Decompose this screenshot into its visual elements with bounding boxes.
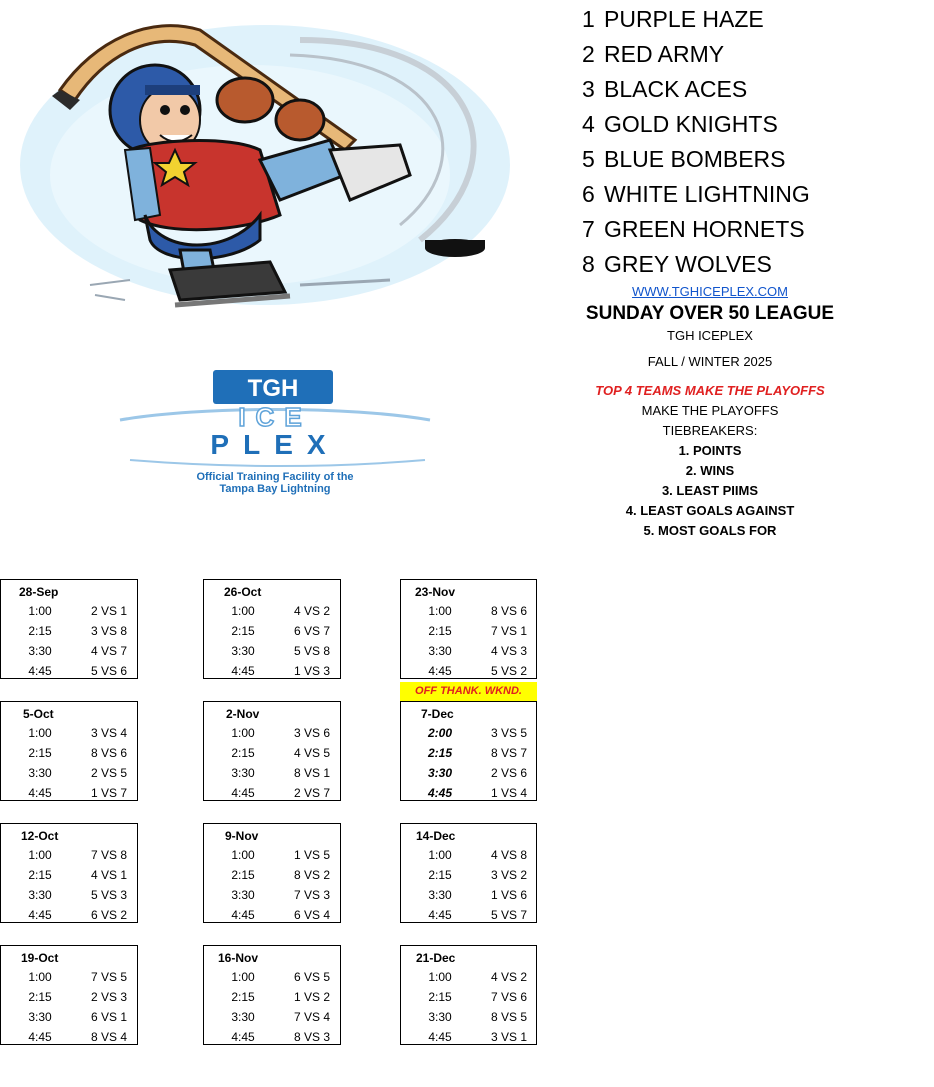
team-number: 1 [582,6,595,32]
game-matchup: 4 VS 2 [293,604,331,618]
week-box [400,823,537,923]
game-time: 2:15 [428,624,452,638]
game-time: 3:30 [231,1010,255,1024]
game-matchup: 1 VS 3 [293,664,331,678]
game-matchup: 4 VS 2 [490,970,528,984]
team-item [582,4,810,39]
game-time: 2:15 [427,746,453,760]
game-time: 2:00 [427,726,453,740]
game-matchup: 3 VS 5 [490,726,528,740]
game-time: 3:30 [428,888,452,902]
tiebreaker-item: 5. MOST GOALS FOR [643,523,777,538]
game-matchup: 7 VS 3 [293,888,331,902]
game-time: 1:00 [28,726,52,740]
week-date: 26-Oct [224,585,262,599]
game-matchup: 1 VS 6 [490,888,528,902]
team-number: 3 [582,76,595,102]
game-time: 4:45 [428,664,452,678]
game-matchup: 7 VS 8 [90,848,128,862]
website-link[interactable]: WWW.TGHICEPLEX.COM [632,284,788,299]
game-row [401,987,536,1007]
game-matchup: 4 VS 8 [490,848,528,862]
game-row [204,621,340,641]
team-name: GOLD KNIGHTS [604,111,778,137]
game-time: 2:15 [231,990,255,1004]
team-name: WHITE LIGHTNING [604,181,810,207]
tiebreaker-item: 4. LEAST GOALS AGAINST [625,503,795,518]
game-row [204,1027,340,1047]
game-matchup: 2 VS 3 [90,990,128,1004]
game-time: 1:00 [428,604,452,618]
make-playoffs-label: MAKE THE PLAYOFFS [641,403,779,418]
game-time: 1:00 [28,848,52,862]
game-time: 3:30 [231,888,255,902]
week-date: 9-Nov [225,829,259,843]
game-row [1,865,137,885]
week-box [400,701,537,801]
game-matchup: 5 VS 2 [490,664,528,678]
game-time: 4:45 [231,1030,255,1044]
week-date: 7-Dec [421,707,454,721]
week-date: 23-Nov [415,585,456,599]
team-name: RED ARMY [604,41,725,67]
game-row [1,661,137,681]
week-box [203,823,341,923]
game-time: 4:45 [428,908,452,922]
game-time: 3:30 [428,1010,452,1024]
game-row [401,865,536,885]
game-matchup: 7 VS 4 [293,1010,331,1024]
week-date: 28-Sep [19,585,59,599]
game-time: 4:45 [28,664,52,678]
game-time: 2:15 [428,990,452,1004]
game-matchup: 5 VS 3 [90,888,128,902]
game-matchup: 4 VS 5 [293,746,331,760]
game-time: 4:45 [28,786,52,800]
game-matchup: 3 VS 1 [490,1030,528,1044]
game-time: 1:00 [428,970,452,984]
game-row [1,601,137,621]
game-time: 4:45 [231,786,255,800]
game-time: 2:15 [28,868,52,882]
game-row [204,905,340,925]
week-date: 5-Oct [23,707,54,721]
season-label: FALL / WINTER 2025 [647,354,773,369]
week-box [0,945,138,1045]
game-time: 3:30 [28,644,52,658]
game-matchup: 1 VS 7 [90,786,128,800]
tiebreakers-label: TIEBREAKERS: [662,423,758,438]
game-row [1,641,137,661]
game-row [401,743,536,763]
game-row [1,783,137,803]
game-matchup: 6 VS 2 [90,908,128,922]
logo-plex-text: PLEX [210,429,340,460]
game-time: 3:30 [231,644,255,658]
week-box [203,579,341,679]
week-date: 16-Nov [218,951,259,965]
week-box [0,579,138,679]
game-time: 4:45 [28,908,52,922]
game-matchup: 8 VS 2 [293,868,331,882]
game-time: 1:00 [231,848,255,862]
game-time: 4:45 [428,1030,452,1044]
game-row [1,905,137,925]
week-box [0,823,138,923]
week-box [0,701,138,801]
game-matchup: 2 VS 1 [90,604,128,618]
game-matchup: 3 VS 4 [90,726,128,740]
week-box [203,701,341,801]
game-row [1,1007,137,1027]
tiebreaker-item: 3. LEAST PIIMS [661,483,759,498]
tgh-iceplex-logo [110,368,440,498]
team-item [582,144,810,179]
team-item [582,214,810,249]
game-time: 3:30 [28,1010,52,1024]
logo-tagline-2: Tampa Bay Lightning [219,483,331,495]
game-row [1,967,137,987]
game-time: 3:30 [427,766,453,780]
game-row [401,763,536,783]
game-matchup: 6 VS 1 [90,1010,128,1024]
game-time: 4:45 [28,1030,52,1044]
game-row [401,723,536,743]
game-matchup: 1 VS 5 [293,848,331,862]
game-matchup: 6 VS 5 [293,970,331,984]
game-row [204,723,340,743]
game-row [1,621,137,641]
game-matchup: 8 VS 6 [490,604,528,618]
game-time: 2:15 [28,990,52,1004]
game-row [401,1027,536,1047]
game-row [204,885,340,905]
game-time: 1:00 [231,726,255,740]
game-matchup: 4 VS 1 [90,868,128,882]
game-row [401,621,536,641]
team-number: 4 [582,111,595,137]
game-row [1,1027,137,1047]
holiday-note: OFF THANK. WKND. [400,682,537,701]
game-matchup: 5 VS 8 [293,644,331,658]
game-row [204,641,340,661]
playoffs-notice: TOP 4 TEAMS MAKE THE PLAYOFFS [595,383,825,398]
game-matchup: 5 VS 7 [490,908,528,922]
game-row [204,601,340,621]
game-matchup: 7 VS 1 [490,624,528,638]
game-row [204,967,340,987]
game-time: 2:15 [231,868,255,882]
game-matchup: 5 VS 6 [90,664,128,678]
game-time: 3:30 [428,644,452,658]
game-matchup: 3 VS 2 [490,868,528,882]
game-time: 1:00 [231,970,255,984]
team-number: 7 [582,216,595,242]
game-time: 3:30 [28,766,52,780]
team-number: 8 [582,251,595,277]
league-info [560,282,860,541]
team-item [582,249,810,284]
game-row [204,661,340,681]
game-matchup: 4 VS 3 [490,644,528,658]
game-matchup: 1 VS 2 [293,990,331,1004]
logo-badge-text: TGH [247,375,299,402]
team-item [582,179,810,214]
team-name: PURPLE HAZE [604,6,764,32]
game-matchup: 4 VS 7 [90,644,128,658]
game-time: 3:30 [28,888,52,902]
game-row [401,661,536,681]
week-box [400,579,537,679]
game-matchup: 8 VS 3 [293,1030,331,1044]
team-item [582,109,810,144]
game-matchup: 8 VS 5 [490,1010,528,1024]
game-row [1,763,137,783]
team-name: BLACK ACES [604,76,748,102]
game-row [204,743,340,763]
game-time: 2:15 [28,624,52,638]
game-row [401,783,536,803]
game-row [204,865,340,885]
game-matchup: 7 VS 6 [490,990,528,1004]
game-row [401,845,536,865]
team-number: 2 [582,41,595,67]
game-matchup: 2 VS 5 [90,766,128,780]
game-matchup: 6 VS 4 [293,908,331,922]
game-row [1,885,137,905]
game-row [401,885,536,905]
game-row [401,1007,536,1027]
game-row [1,845,137,865]
game-matchup: 8 VS 4 [90,1030,128,1044]
game-row [1,723,137,743]
game-time: 2:15 [231,746,255,760]
game-matchup: 3 VS 6 [293,726,331,740]
game-matchup: 6 VS 7 [293,624,331,638]
hockey-player-illustration [0,0,520,330]
logo-ice-text: ICE [238,402,312,432]
week-date: 14-Dec [416,829,456,843]
team-number: 5 [582,146,595,172]
game-row [204,987,340,1007]
game-time: 2:15 [428,868,452,882]
team-item [582,74,810,109]
tiebreaker-item: 2. WINS [685,463,735,478]
game-row [204,763,340,783]
week-box [203,945,341,1045]
week-date: 12-Oct [21,829,59,843]
game-matchup: 3 VS 8 [90,624,128,638]
week-date: 19-Oct [21,951,59,965]
game-time: 4:45 [231,908,255,922]
game-time: 2:15 [231,624,255,638]
venue-name: TGH ICEPLEX [667,328,753,343]
team-list [582,4,810,284]
game-time: 2:15 [28,746,52,760]
team-name: GREEN HORNETS [604,216,805,242]
game-time: 4:45 [231,664,255,678]
week-date: 2-Nov [226,707,260,721]
game-row [204,783,340,803]
game-matchup: 1 VS 4 [490,786,528,800]
team-name: BLUE BOMBERS [604,146,786,172]
game-row [1,743,137,763]
tiebreaker-item: 1. POINTS [678,443,742,458]
game-row [401,905,536,925]
team-number: 6 [582,181,595,207]
league-title: SUNDAY OVER 50 LEAGUE [585,303,835,324]
team-name: GREY WOLVES [604,251,772,277]
game-time: 1:00 [28,604,52,618]
week-date: 21-Dec [416,951,456,965]
game-time: 1:00 [428,848,452,862]
game-matchup: 7 VS 5 [90,970,128,984]
game-row [204,845,340,865]
game-row [204,1007,340,1027]
game-row [401,601,536,621]
game-time: 1:00 [231,604,255,618]
game-matchup: 2 VS 7 [293,786,331,800]
week-box [400,945,537,1045]
game-row [1,987,137,1007]
game-matchup: 2 VS 6 [490,766,528,780]
game-time: 1:00 [28,970,52,984]
game-time: 4:45 [427,786,453,800]
game-time: 3:30 [231,766,255,780]
logo-tagline-1: Official Training Facility of the [196,471,354,483]
game-matchup: 8 VS 1 [293,766,331,780]
game-matchup: 8 VS 6 [90,746,128,760]
game-row [401,641,536,661]
team-item [582,39,810,74]
game-row [401,967,536,987]
game-matchup: 8 VS 7 [490,746,528,760]
